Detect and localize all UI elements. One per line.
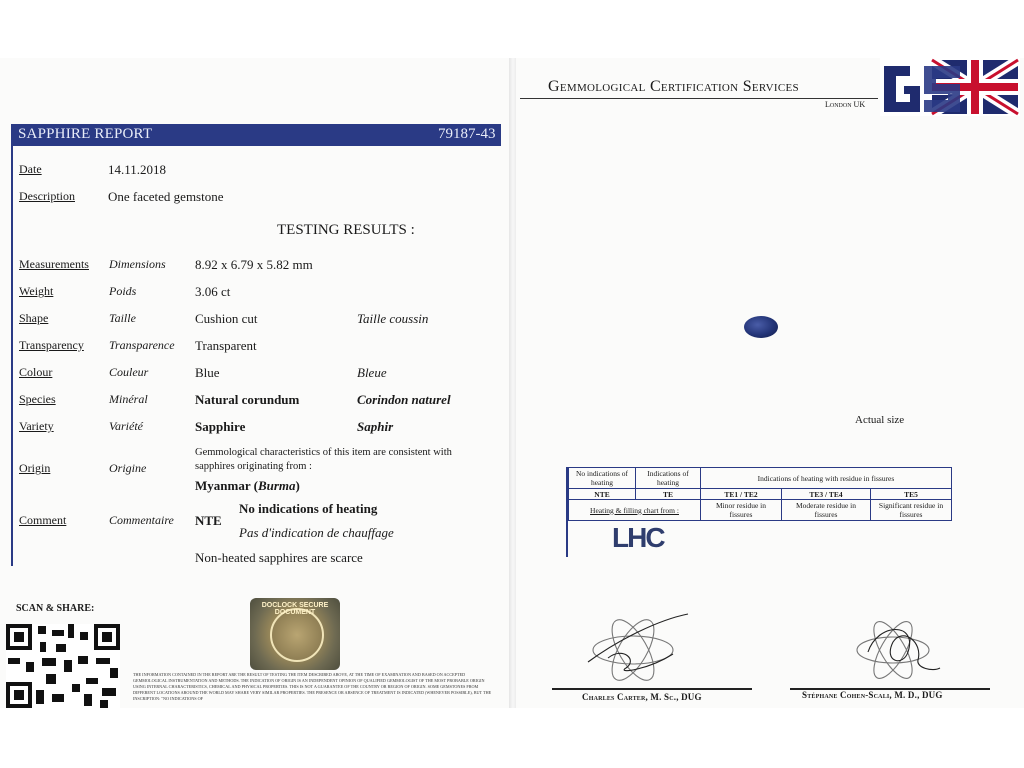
measurements-label: Measurements	[19, 257, 89, 271]
species-value-fr: Corindon naturel	[357, 392, 451, 407]
signature-cohen-scali	[848, 612, 948, 686]
org-rule	[520, 98, 878, 99]
species-label: Species	[19, 392, 56, 406]
desc-significant: Significant residue in fissures	[871, 500, 952, 521]
variety-fr: Variété	[109, 419, 143, 433]
colour-value-fr: Bleue	[357, 365, 387, 380]
signer-1-name: Charles Carter, M. Sc., DUG	[582, 692, 702, 702]
shape-value: Cushion cut	[195, 311, 258, 326]
measurements-fr: Dimensions	[109, 257, 166, 271]
description-value: One faceted gemstone	[108, 189, 224, 204]
shape-value-fr: Taille coussin	[357, 311, 429, 326]
code-te3-te4: TE3 / TE4	[782, 489, 871, 500]
origin-label: Origin	[19, 461, 51, 475]
transparency-fr: Transparence	[109, 338, 175, 352]
weight-label: Weight	[19, 284, 54, 298]
gemstone-image	[744, 316, 778, 338]
shape-label: Shape	[19, 311, 49, 325]
comment-en: No indications of heating	[239, 501, 378, 516]
comment-fr: Commentaire	[109, 513, 174, 527]
disclaimer-text: THE INFORMATION CONTAINED IN THE REPORT ARE THE RESULT OF TESTING THE ITEM DESCRIBED ABOVE, AT THE TIME OF EXAMINATION AND BASED ON ACCEPTED GEMMOLOGICAL INSTRUMENTATION AND METHODS. THE INDICATION OF ORIGIN IS AN INDEPENDENT OPINION OF QUALIFIED GEMMOLOGIST OF THE MOST PROBABLE ORIGIN USING INTERNAL CHARACTERISTICS, CHEMICAL AND PHYSICAL PROPERTIES. THIS IS NOT A GUARANTEE OF THE COUNTRY OR REGION OF ORIGIN. SOME GEMSTONES FROM DIFFERENT LOCATIONS AROUND THE WORLD MAY SHARE VERY SIMILAR PROPERTIES. THE PRESENCE OR ABSENCE OF TREATMENT IS INDICATED (WHENEVER POSSIBLE), BUT THE INSCRIPTION: "NO INDICATIONS OF	[133, 672, 492, 701]
code-te: TE	[636, 489, 701, 500]
testing-heading: TESTING RESULTS :	[277, 222, 415, 238]
desc-minor: Minor residue in fissures	[701, 500, 782, 521]
date-label: Date	[19, 162, 42, 176]
shape-fr: Taille	[109, 311, 136, 325]
colour-fr: Couleur	[109, 365, 149, 379]
svg-text:GCS: GCS	[950, 94, 953, 95]
heat-no-header: No indications of heating	[569, 468, 636, 489]
code-nte: NTE	[569, 489, 636, 500]
colour-label: Colour	[19, 365, 53, 379]
origin-note-line-1: Gemmological characteristics of this item are consistent with	[195, 447, 452, 458]
comment-fr-text: Pas d'indication de chauffage	[239, 525, 394, 540]
colour-value: Blue	[195, 365, 220, 380]
weight-value: 3.06 ct	[195, 284, 231, 299]
security-hologram: DOCLOCK SECURE DOCUMENT	[250, 598, 340, 670]
report-number: 79187-43	[438, 126, 496, 142]
variety-value: Sapphire	[195, 419, 246, 434]
measurements-value: 8.92 x 6.79 x 5.82 mm	[195, 257, 313, 272]
report-side-rule	[11, 146, 13, 566]
species-fr: Minéral	[109, 392, 148, 406]
report-title: SAPPHIRE REPORT	[18, 126, 153, 142]
comment-code: NTE	[195, 513, 222, 528]
transparency-label: Transparency	[19, 338, 84, 352]
signer-2-name: Stéphane Cohen-Scali, M. D., DUG	[802, 690, 943, 700]
date-value: 14.11.2018	[108, 162, 167, 177]
lhc-logo: LHC	[612, 522, 664, 553]
variety-value-fr: Saphir	[357, 419, 394, 434]
heat-ind-header: Indications of heating	[636, 468, 701, 489]
scan-share-label: SCAN & SHARE:	[16, 603, 95, 614]
org-name: Gemmological Certification Services	[548, 78, 799, 95]
transparency-value: Transparent	[195, 338, 257, 353]
qr-code[interactable]	[6, 624, 120, 708]
heating-table	[568, 467, 952, 521]
code-te5: TE5	[871, 489, 952, 500]
code-te1-te2: TE1 / TE2	[701, 489, 782, 500]
origin-note-line-2: sapphires originating from :	[195, 461, 312, 472]
species-value: Natural corundum	[195, 392, 300, 407]
description-label: Description	[19, 189, 75, 203]
heat-res-header: Indications of heating with residue in fissures	[701, 468, 952, 489]
signature-carter	[578, 610, 698, 686]
comment-label: Comment	[19, 513, 67, 527]
origin-value: Myanmar (Burma)	[195, 478, 300, 493]
variety-label: Variety	[19, 419, 54, 433]
gcs-logo-flag-icon	[880, 58, 1020, 116]
signature-line-1	[552, 688, 752, 690]
weight-fr: Poids	[109, 284, 137, 298]
actual-size-label: Actual size	[855, 414, 905, 426]
comment-note: Non-heated sapphires are scarce	[195, 550, 363, 565]
desc-moderate: Moderate residue in fissures	[782, 500, 871, 521]
heating-chart-link[interactable]: Heating & filling chart from :	[569, 500, 701, 521]
org-location: London UK	[825, 100, 866, 109]
origin-fr: Origine	[109, 461, 147, 475]
